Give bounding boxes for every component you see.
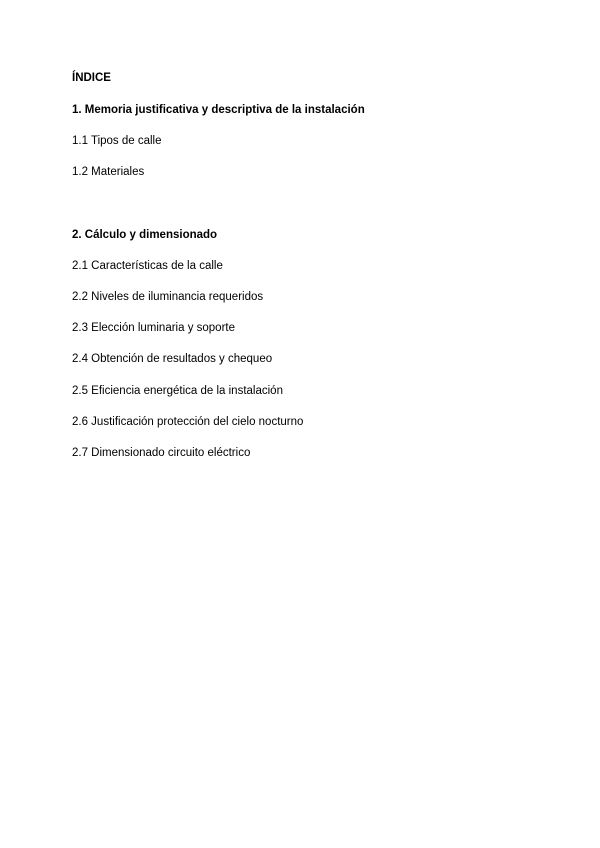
toc-item-2-6: 2.6 Justificación protección del cielo nocturno bbox=[72, 416, 304, 428]
toc-item-2-4: 2.4 Obtención de resultados y chequeo bbox=[72, 353, 273, 365]
toc-item-2-5: 2.5 Eficiencia energética de la instalación bbox=[72, 385, 283, 397]
section-2-heading: 2. Cálculo y dimensionado bbox=[72, 229, 218, 241]
toc-item-2-7: 2.7 Dimensionado circuito eléctrico bbox=[72, 447, 251, 459]
section-1-heading: 1. Memoria justificativa y descriptiva de la instalación bbox=[72, 104, 365, 116]
toc-item-1-1: 1.1 Tipos de calle bbox=[72, 135, 162, 147]
index-title: ÍNDICE bbox=[72, 72, 111, 84]
toc-item-2-3: 2.3 Elección luminaria y soporte bbox=[72, 322, 235, 334]
toc-item-2-2: 2.2 Niveles de iluminancia requeridos bbox=[72, 291, 264, 303]
toc-item-2-1: 2.1 Características de la calle bbox=[72, 260, 223, 272]
toc-item-1-2: 1.2 Materiales bbox=[72, 166, 145, 178]
